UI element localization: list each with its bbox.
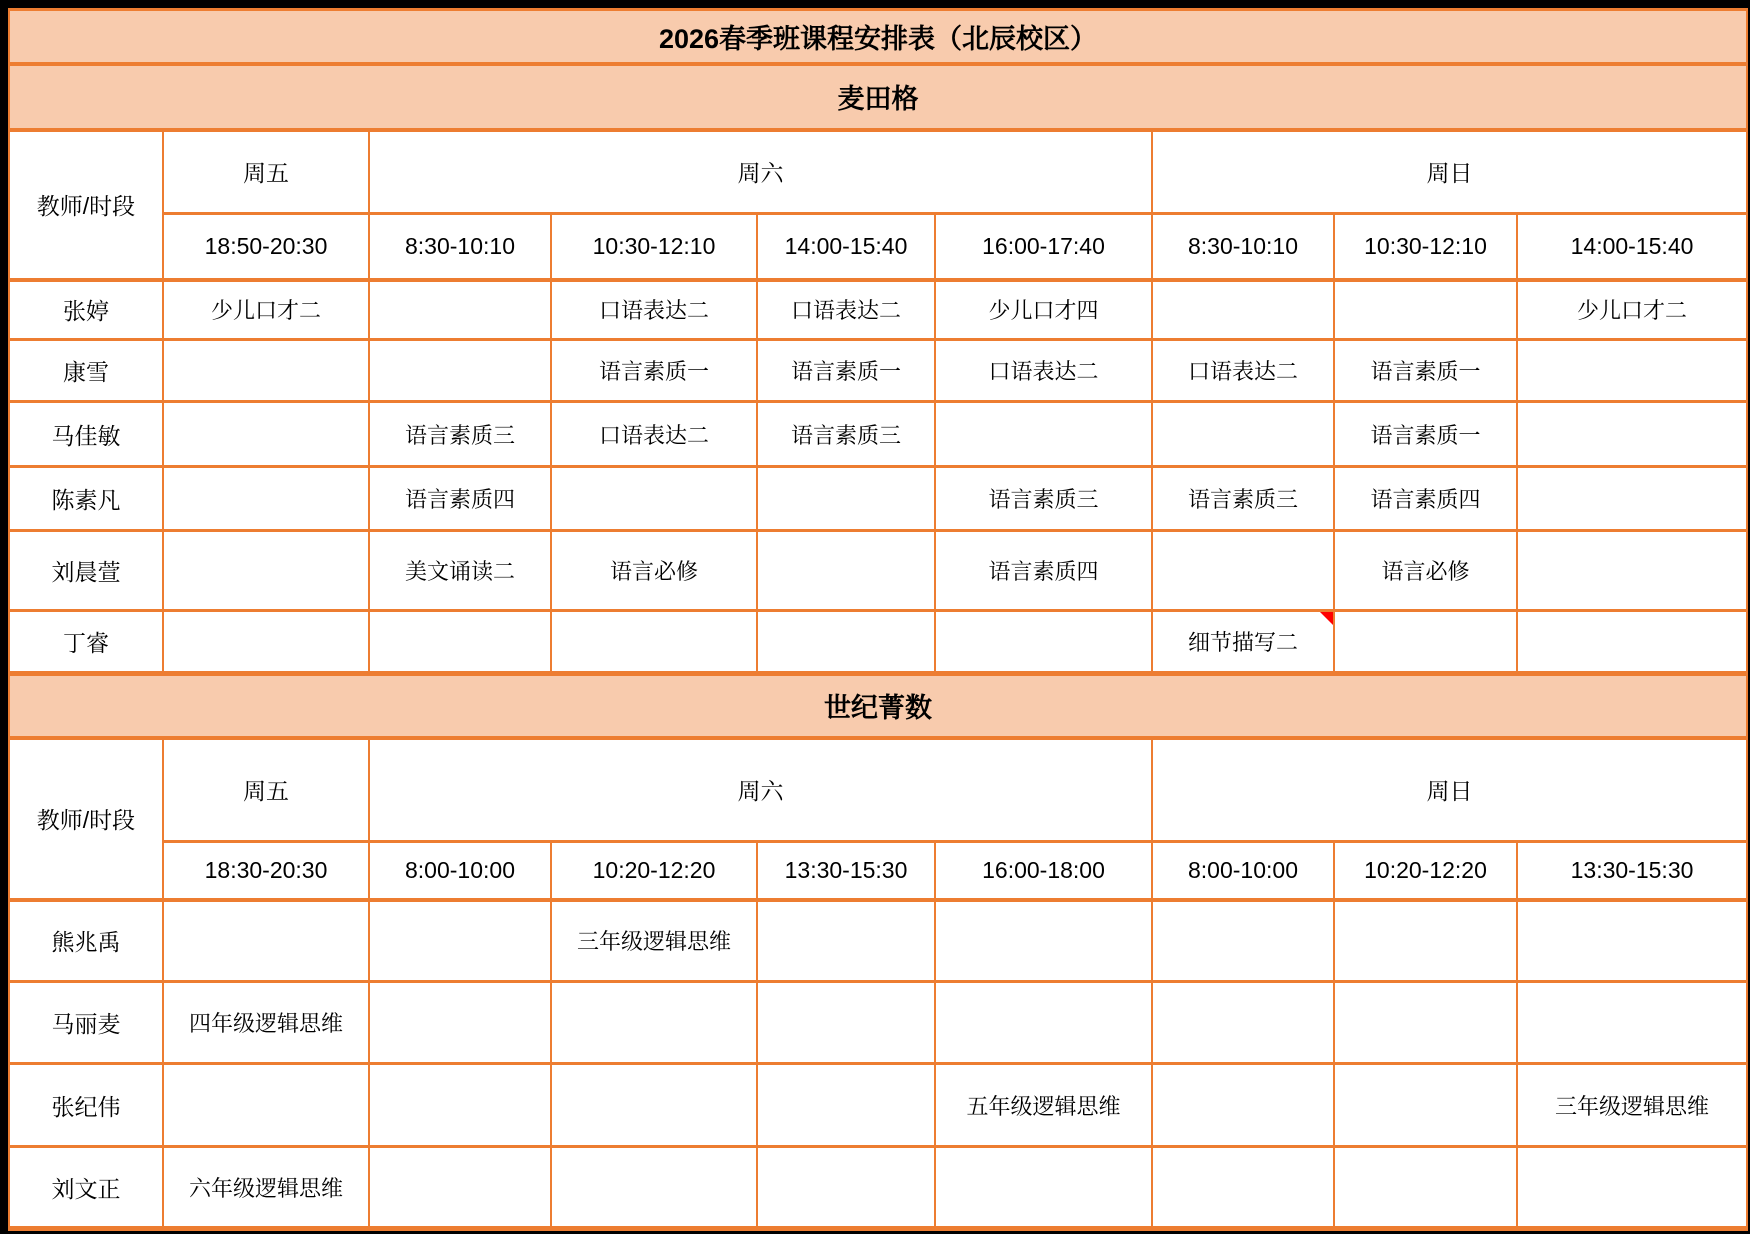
course-cell — [1517, 531, 1747, 611]
day-header-label: 周五 — [243, 778, 289, 805]
time-header — [163, 842, 369, 900]
course-cell — [1152, 531, 1334, 611]
course-cell-label: 三年级逻辑思维 — [1555, 1093, 1710, 1119]
teacher-name-label: 张婷 — [63, 298, 109, 325]
course-cell — [551, 280, 757, 340]
course-cell — [757, 280, 935, 340]
time-header — [369, 214, 551, 280]
time-header-label: 10:20-12:20 — [592, 856, 716, 883]
day-header-label: 周六 — [737, 778, 784, 805]
course-cell — [163, 982, 369, 1064]
course-cell-label: 口语表达二 — [790, 298, 901, 324]
course-cell — [1334, 340, 1517, 402]
course-cell — [1334, 280, 1517, 340]
course-cell — [1517, 340, 1747, 402]
course-cell — [163, 531, 369, 611]
teacher-name — [9, 467, 163, 531]
section-title-2-label: 世纪菁数 — [824, 693, 933, 724]
teacher-name-label: 刘文正 — [51, 1175, 121, 1202]
time-header-label: 8:30-10:10 — [1188, 232, 1298, 259]
course-cell — [1152, 402, 1334, 467]
course-cell — [551, 900, 757, 982]
day-header-label: 周日 — [1426, 160, 1473, 187]
course-cell — [1334, 467, 1517, 531]
course-cell-label: 口语表达二 — [1187, 359, 1298, 384]
course-cell — [369, 982, 551, 1064]
time-header-label: 13:30-15:30 — [784, 856, 908, 883]
course-cell — [1517, 1147, 1747, 1229]
course-cell — [551, 1147, 757, 1229]
course-cell-label: 语言必修 — [609, 559, 698, 584]
course-cell — [935, 467, 1152, 531]
teacher-name — [9, 611, 163, 674]
course-cell — [1152, 1064, 1334, 1147]
course-cell — [935, 982, 1152, 1064]
course-cell-label: 语言素质一 — [1370, 359, 1481, 384]
course-cell — [757, 1147, 935, 1229]
course-cell — [1517, 280, 1747, 340]
course-cell — [757, 1064, 935, 1147]
course-cell-label: 六年级逻辑思维 — [188, 1175, 343, 1201]
course-cell — [757, 982, 935, 1064]
day-header — [163, 738, 369, 842]
course-cell — [1334, 1064, 1517, 1147]
time-header — [935, 214, 1152, 280]
course-cell — [369, 402, 551, 467]
time-header — [757, 842, 935, 900]
time-header-label: 14:00-15:40 — [784, 232, 908, 259]
course-cell — [1152, 982, 1334, 1064]
course-cell-label: 语言必修 — [1381, 559, 1470, 584]
teacher-name — [9, 531, 163, 611]
course-cell-label: 口语表达二 — [598, 422, 709, 448]
course-cell — [757, 402, 935, 467]
course-cell — [1152, 900, 1334, 982]
day-header-label: 周日 — [1426, 778, 1473, 805]
course-cell — [1334, 531, 1517, 611]
course-cell-label: 语言素质一 — [790, 359, 901, 384]
course-cell — [1517, 467, 1747, 531]
course-cell-label: 语言素质一 — [598, 359, 709, 384]
teacher-name-label: 丁睿 — [63, 630, 109, 656]
course-cell — [369, 900, 551, 982]
course-cell — [551, 467, 757, 531]
course-cell-label: 语言素质三 — [404, 422, 515, 448]
course-cell — [757, 900, 935, 982]
course-cell — [1152, 1147, 1334, 1229]
teacher-name-label: 康雪 — [63, 359, 109, 385]
course-cell-label: 少儿口才二 — [210, 298, 321, 324]
course-cell — [369, 1064, 551, 1147]
course-cell — [551, 340, 757, 402]
course-cell-label: 语言素质一 — [1370, 422, 1481, 448]
course-cell — [1152, 340, 1334, 402]
section-title-2 — [9, 674, 1747, 738]
course-cell — [163, 340, 369, 402]
course-cell — [163, 900, 369, 982]
corner-teacher-time-label-label: 教师/时段 — [36, 193, 136, 219]
course-cell — [369, 467, 551, 531]
course-cell — [163, 611, 369, 674]
time-header-label: 10:20-12:20 — [1364, 856, 1487, 883]
course-cell — [1334, 402, 1517, 467]
day-header-label: 周六 — [737, 160, 784, 187]
time-header-label: 10:30-12:10 — [1364, 232, 1487, 259]
time-header-label: 16:00-17:40 — [982, 232, 1105, 259]
course-cell — [163, 467, 369, 531]
course-cell — [1334, 611, 1517, 674]
time-header-label: 16:00-18:00 — [982, 856, 1105, 883]
course-cell — [1334, 1147, 1517, 1229]
course-cell — [757, 611, 935, 674]
teacher-name — [9, 340, 163, 402]
schedule-title — [9, 10, 1747, 64]
time-header-label: 8:00-10:00 — [405, 856, 515, 883]
course-cell-label: 四年级逻辑思维 — [188, 1011, 343, 1036]
course-cell — [369, 280, 551, 340]
course-cell-label: 口语表达二 — [598, 298, 709, 324]
course-cell — [551, 1064, 757, 1147]
course-cell-label: 五年级逻辑思维 — [966, 1093, 1121, 1119]
corner-teacher-time-label — [9, 738, 163, 900]
course-cell-label: 细节描写二 — [1187, 630, 1298, 655]
schedule-sheet — [8, 8, 1746, 1227]
corner-teacher-time-label-label: 教师/时段 — [36, 807, 136, 833]
teacher-name — [9, 900, 163, 982]
course-cell — [935, 1147, 1152, 1229]
course-cell-label: 少儿口才四 — [988, 298, 1099, 324]
course-cell — [1517, 982, 1747, 1064]
schedule-table — [8, 8, 1748, 1231]
time-header — [1334, 842, 1517, 900]
course-cell — [551, 531, 757, 611]
teacher-name-label: 刘晨萱 — [51, 559, 121, 585]
teacher-name-label: 马佳敏 — [51, 422, 121, 449]
section-title-1-label: 麦田格 — [837, 84, 919, 114]
time-header — [1334, 214, 1517, 280]
teacher-name-label: 张纪伟 — [51, 1093, 121, 1120]
course-cell — [1152, 611, 1334, 674]
time-header — [163, 214, 369, 280]
course-cell-label: 口语表达二 — [988, 359, 1099, 384]
course-cell-label: 语言素质三 — [1187, 487, 1298, 512]
course-cell-label: 少儿口才二 — [1577, 298, 1688, 324]
teacher-name — [9, 280, 163, 340]
schedule-title-label: 2026春季班课程安排表（北辰校区） — [658, 23, 1098, 54]
course-cell — [551, 982, 757, 1064]
time-header — [757, 214, 935, 280]
corner-teacher-time-label — [9, 130, 163, 280]
course-cell — [551, 611, 757, 674]
day-header-label: 周五 — [243, 160, 289, 187]
time-header-label: 18:30-20:30 — [204, 856, 328, 883]
course-cell — [369, 340, 551, 402]
course-cell-label: 语言素质三 — [988, 487, 1099, 512]
course-cell — [1334, 900, 1517, 982]
course-cell — [1517, 402, 1747, 467]
teacher-name — [9, 1147, 163, 1229]
course-cell — [935, 531, 1152, 611]
course-cell — [935, 1064, 1152, 1147]
course-cell — [551, 402, 757, 467]
course-cell — [1517, 900, 1747, 982]
course-cell — [757, 340, 935, 402]
course-cell — [935, 900, 1152, 982]
course-cell-label: 语言素质三 — [790, 422, 901, 448]
course-cell — [1517, 611, 1747, 674]
time-header — [935, 842, 1152, 900]
course-cell — [369, 531, 551, 611]
course-cell-label: 三年级逻辑思维 — [576, 929, 731, 955]
time-header-label: 10:30-12:10 — [592, 232, 716, 259]
day-header — [369, 130, 1152, 214]
section-title-1 — [9, 64, 1747, 130]
teacher-name-label: 马丽麦 — [51, 1011, 121, 1037]
course-cell — [757, 531, 935, 611]
course-cell — [163, 1147, 369, 1229]
course-cell — [369, 611, 551, 674]
time-header — [1517, 214, 1747, 280]
course-cell — [757, 467, 935, 531]
course-cell — [1517, 1064, 1747, 1147]
course-cell — [369, 1147, 551, 1229]
time-header — [1517, 842, 1747, 900]
time-header — [551, 214, 757, 280]
time-header-label: 18:50-20:30 — [204, 232, 328, 259]
course-cell — [935, 611, 1152, 674]
day-header — [1152, 130, 1747, 214]
course-cell-label: 语言素质四 — [988, 559, 1099, 584]
course-cell — [163, 402, 369, 467]
day-header — [369, 738, 1152, 842]
time-header — [1152, 842, 1334, 900]
course-cell — [163, 1064, 369, 1147]
time-header-label: 14:00-15:40 — [1570, 232, 1694, 259]
course-cell-label: 语言素质四 — [1370, 487, 1481, 512]
teacher-name — [9, 1064, 163, 1147]
day-header — [163, 130, 369, 214]
time-header-label: 8:30-10:10 — [405, 232, 515, 259]
day-header — [1152, 738, 1747, 842]
time-header-label: 13:30-15:30 — [1570, 856, 1694, 883]
course-cell-label: 语言素质四 — [404, 487, 515, 512]
teacher-name — [9, 982, 163, 1064]
course-cell — [935, 402, 1152, 467]
time-header — [1152, 214, 1334, 280]
course-cell — [1152, 280, 1334, 340]
course-cell — [935, 280, 1152, 340]
teacher-name-label: 陈素凡 — [51, 487, 121, 513]
teacher-name-label: 熊兆禹 — [51, 929, 121, 956]
teacher-name — [9, 402, 163, 467]
course-cell — [163, 280, 369, 340]
time-header — [369, 842, 551, 900]
comment-marker-icon — [1320, 612, 1333, 625]
course-cell — [1152, 467, 1334, 531]
course-cell — [1334, 982, 1517, 1064]
time-header — [551, 842, 757, 900]
time-header-label: 8:00-10:00 — [1188, 856, 1298, 883]
course-cell — [935, 340, 1152, 402]
course-cell-label: 美文诵读二 — [404, 559, 515, 584]
